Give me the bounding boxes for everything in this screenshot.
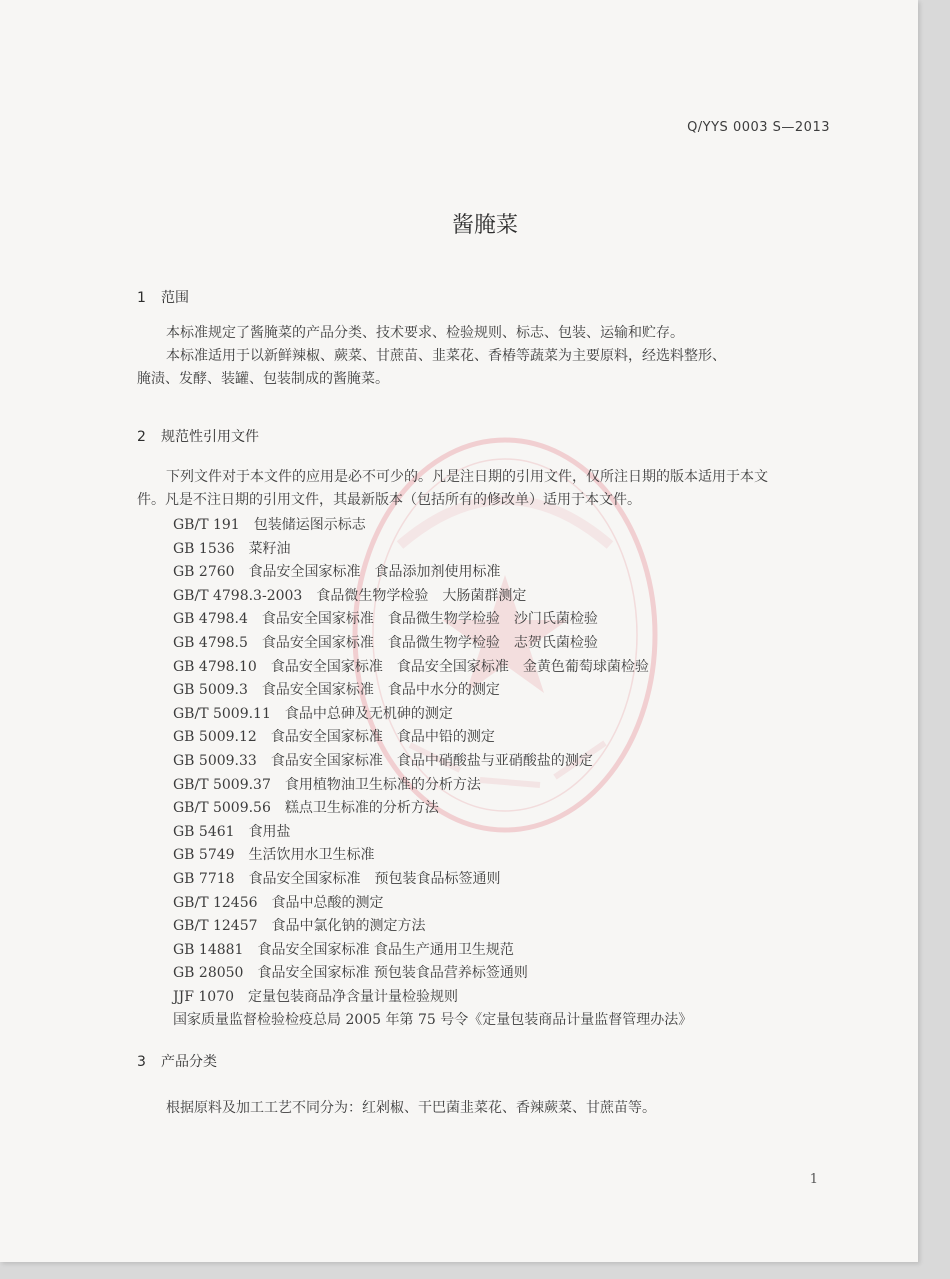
reference-item	[173, 538, 692, 562]
reference-title: 食品安全国家标准 食品生产通用卫生规范	[257, 941, 514, 958]
reference-title: 包装储运图示标志	[253, 517, 366, 533]
reference-item	[173, 585, 692, 609]
reference-title: 食品安全国家标准 食品添加剂使用标准	[248, 564, 501, 581]
section-2-body	[137, 466, 837, 512]
section-2-heading	[137, 426, 259, 446]
reference-title: 食用盐	[248, 823, 291, 840]
reference-code: GB 1536	[173, 540, 235, 557]
reference-code: GB 28050	[173, 965, 244, 982]
reference-code: JJF 1070	[173, 988, 235, 1005]
reference-item	[173, 703, 692, 727]
reference-code: GB 5009.12	[173, 729, 257, 746]
reference-code: GB/T 12457	[173, 918, 258, 935]
document-id: Q/YYS 0003 S—2013	[687, 120, 830, 135]
section-title: 范围	[161, 290, 189, 306]
reference-title: 食品安全国家标准 食品中硝酸盐与亚硝酸盐的测定	[270, 752, 593, 769]
reference-item	[173, 892, 692, 916]
section-1-heading	[137, 287, 189, 307]
reference-item	[173, 656, 692, 680]
reference-item	[173, 844, 692, 868]
section-number: 2	[137, 429, 146, 445]
reference-code: GB/T 4798.3-2003	[173, 587, 303, 604]
reference-title: 食品安全国家标准 食品微生物学检验 志贺氏菌检验	[261, 634, 598, 651]
reference-title: 食品中氯化钠的测定方法	[271, 918, 426, 935]
reference-title: 糕点卫生标准的分析方法	[284, 800, 439, 817]
reference-code: GB 14881	[173, 941, 244, 958]
reference-code: GB 4798.5	[173, 634, 248, 651]
paragraph-line: 根据原料及加工工艺不同分为：红剁椒、干巴菌韭菜花、香辣蕨菜、甘蔗苗等。	[166, 1100, 656, 1116]
reference-item	[173, 1009, 692, 1033]
reference-item	[173, 868, 692, 892]
reference-code: GB 4798.10	[173, 658, 257, 675]
section-3-body	[137, 1097, 837, 1120]
reference-title: 食品中总砷及无机砷的测定	[284, 705, 453, 722]
section-number: 1	[137, 290, 146, 306]
reference-code: GB/T 5009.37	[173, 776, 271, 793]
reference-item	[173, 561, 692, 585]
reference-code: GB 5009.33	[173, 752, 257, 769]
paragraph-line: 下列文件对于本文件的应用是必不可少的。凡是注日期的引用文件，仅所注日期的版本适用于本文	[166, 469, 768, 485]
reference-code: GB 7718	[173, 870, 235, 887]
reference-item	[173, 774, 692, 798]
reference-title: 食品安全国家标准 食品微生物学检验 沙门氏菌检验	[261, 611, 598, 628]
reference-title: 食品安全国家标准 预包装食品标签通则	[248, 870, 501, 887]
paragraph-line: 腌渍、发酵、装罐、包装制成的酱腌菜。	[137, 371, 389, 387]
reference-title: 生活饮用水卫生标准	[248, 847, 375, 864]
paragraph-line: 件。凡是不注日期的引用文件，其最新版本（包括所有的修改单）适用于本文件。	[137, 492, 641, 508]
reference-title: 食品中总酸的测定	[271, 894, 384, 911]
reference-title: 食品安全国家标准 预包装食品营养标签通则	[257, 965, 528, 982]
section-1-body	[137, 322, 837, 391]
document-title: 酱腌菜	[451, 213, 518, 238]
reference-item	[173, 608, 692, 632]
paragraph-line: 本标准规定了酱腌菜的产品分类、技术要求、检验规则、标志、包装、运输和贮存。	[166, 325, 684, 341]
reference-code: GB/T 12456	[173, 894, 258, 911]
reference-title: 食用植物油卫生标准的分析方法	[284, 776, 481, 793]
reference-title: 定量包装商品净含量计量检验规则	[248, 988, 459, 1005]
page-number: 1	[809, 1172, 818, 1187]
reference-item	[173, 750, 692, 774]
reference-title: 食品安全国家标准 食品中水分的测定	[261, 682, 500, 699]
section-title: 规范性引用文件	[161, 429, 259, 445]
reference-item	[173, 726, 692, 750]
reference-code: GB 4798.4	[173, 611, 248, 628]
reference-code: GB 2760	[173, 564, 235, 581]
reference-code: GB/T 191	[173, 517, 240, 533]
reference-item	[173, 679, 692, 703]
paragraph-line: 本标准适用于以新鲜辣椒、蕨菜、甘蔗苗、韭菜花、香椿等蔬菜为主要原料，经选料整形、	[166, 348, 726, 364]
reference-code: GB 5461	[173, 823, 235, 840]
reference-item	[173, 797, 692, 821]
reference-title: 国家质量监督检验检疫总局 2005 年第 75 号令《定量包装商品计量监督管理办法》	[173, 1012, 693, 1029]
reference-title: 食品安全国家标准 食品安全国家标准 金黄色葡萄球菌检验	[270, 658, 649, 675]
reference-title: 食品微生物学检验 大肠菌群测定	[316, 587, 527, 604]
section-number: 3	[137, 1054, 146, 1070]
reference-item	[173, 915, 692, 939]
reference-item	[173, 986, 692, 1010]
reference-code: GB 5009.3	[173, 682, 248, 699]
reference-title: 食品安全国家标准 食品中铅的测定	[270, 729, 495, 746]
reference-code: GB/T 5009.11	[173, 705, 271, 722]
reference-item	[173, 632, 692, 656]
normative-references-list	[173, 514, 692, 1033]
reference-item	[173, 821, 692, 845]
reference-code: GB 5749	[173, 847, 235, 864]
reference-item	[173, 939, 692, 963]
reference-item	[173, 962, 692, 986]
reference-code: GB/T 5009.56	[173, 800, 271, 817]
section-3-heading	[137, 1051, 217, 1071]
reference-item	[173, 514, 692, 538]
section-title: 产品分类	[161, 1054, 217, 1070]
reference-title: 菜籽油	[248, 540, 291, 557]
